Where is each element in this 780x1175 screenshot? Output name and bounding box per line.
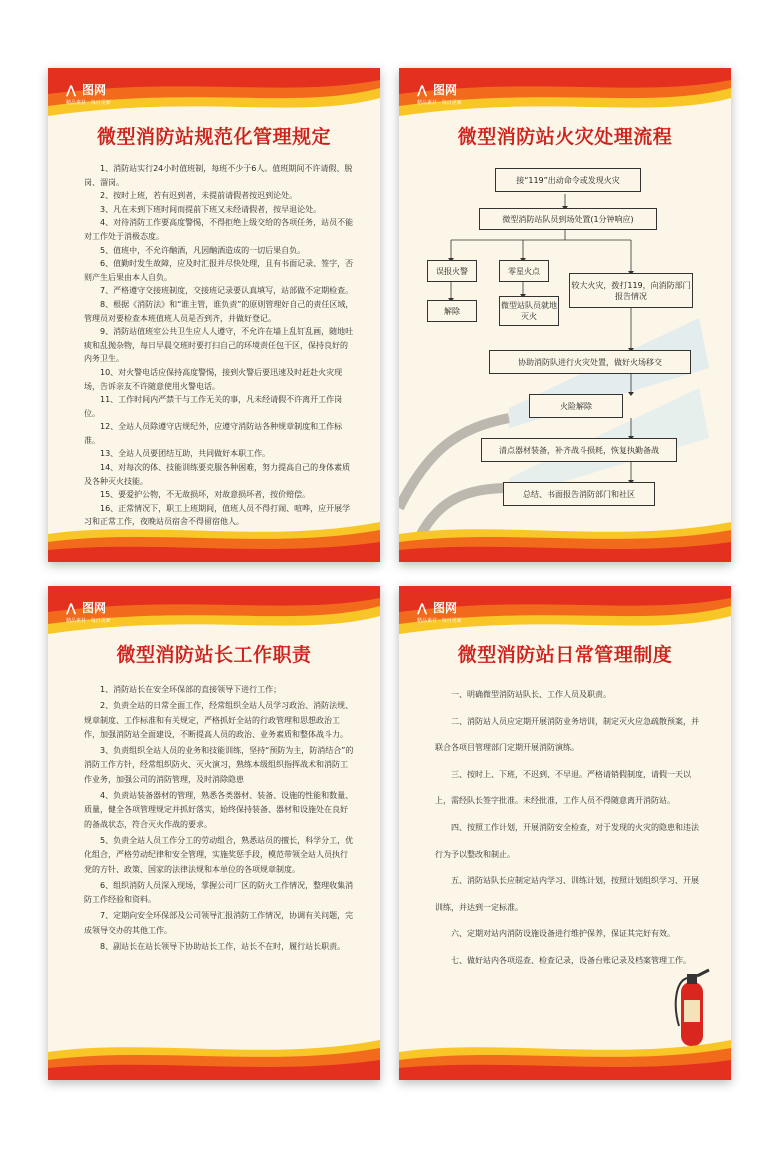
poster-title: 微型消防站长工作职责 [116,644,312,666]
poster-management-rules [48,68,380,562]
duty-item: 7、定期向安全环保部及公司领导汇报消防工作情况，协调有关问题，完成领导交办的其他工作。 [84,911,354,935]
rule-item: 13、全站人员要团结互助，共同做好本职工作。 [100,449,271,459]
daily-rule-item: 一、明确微型消防站队长、工作人员及职责。 [451,690,611,699]
brand-logo-name: 图网 [433,83,458,97]
poster-title: 微型消防站日常管理制度 [457,644,673,666]
brand-logo-icon: ⋀ [66,601,77,615]
rule-item: 12、全站人员除遵守店规纪外，应遵守消防站各种规章制度和工作标准。 [84,422,343,445]
flow-step-assist: 协助消防队进行火灾处置，做好火场移交 [489,350,691,374]
rule-item: 15、要爱护公物，不无故损坏，对故意损坏者，按价赔偿。 [100,490,311,500]
daily-rule-item: 七、做好站内各项巡查、检查记录，设备台账记录及档案管理工作。 [451,955,691,965]
flow-branch-false-alarm-clear: 解除 [427,300,477,322]
daily-rule-item: 六、定期对站内消防设施设备进行维护保养，保证其完好有效。 [451,929,675,939]
rule-item: 11、工作时间内严禁干与工作无关的事，凡未经请假不许离开工作岗位。 [84,395,343,418]
duty-item: 1、消防站长在安全环保部的直接领导下进行工作； [100,685,282,694]
brand-logo-tagline: 精品素材 · 每日更新 [417,618,462,624]
poster-title: 微型消防站规范化管理规定 [96,126,331,148]
poster-chief-duties [48,586,380,1080]
brand-logo-icon: ⋀ [417,83,428,97]
brand-logo [66,600,136,630]
poster-title: 微型消防站火灾处理流程 [457,126,673,148]
brand-logo-name: 图网 [433,601,458,615]
bottom-wave-band [48,1032,380,1080]
duty-item: 4、负责站装备器材的管理，熟悉各类器材、装备、设施的性能和数量、质量，健全各项管理规定并抓好落实，始终保持装备、器材和设施处在良好的备战状态，符合灭火作战的要求。 [84,791,354,829]
flow-step-receive-call: 接“119”出动命令或发现火灾 [495,168,641,192]
brand-logo-icon: ⋀ [417,601,428,615]
rule-item: 3、凡在未到下班时间而提前下班又未经请假者，按早退论处。 [100,204,322,214]
rule-item: 16、正常情况下，职工上班期间，值班人员不得打闹、喧哗，应开展学习和正常工作，夜晚站员宿舍不得留宿他人。 [84,503,351,527]
flow-branch-small-fire: 零星火点 [499,260,549,282]
rule-item: 8、根据《消防法》和“谁主管，谁负责”的原则管理好自己的责任区域，管理员对要检查本班值班人员是否到齐，并做好登记。 [84,299,354,323]
rule-item: 9、消防站值班室公共卫生应人人遵守，不允许在墙上乱钉乱画，随地吐痰和乱抛杂物，每日早晨交班时要打扫自己的环境责任包干区，保持良好的内务卫生。 [84,327,354,364]
flow-branch-false-alarm: 误报火警 [427,260,477,282]
rule-item: 14、对每次的体、技能训练要克服各种困难，努力提高自己的身体素质及各种灭火技能。 [84,463,351,486]
brand-logo-name: 图网 [82,83,107,97]
duty-item: 3、负责组织全站人员的业务和技能训练，坚持“预防为主，防消结合”的消防工作方针，经常组织防火、灭火演习，熟练本级组织指挥战术和消防工作业务，加强公司的消防管理，及时消除隐患 [84,746,354,784]
flow-step-arrive: 微型消防站队员到场处置(1分钟响应) [479,208,657,230]
rule-item: 10、对火警电话应保持高度警惕，接到火警后要迅速及时赶赴火灾现场，告诉亲友不许随意使用火警电话。 [84,367,343,391]
flow-step-report: 总结、书面报告消防部门和社区 [503,482,655,506]
brand-logo [417,600,487,630]
bottom-wave-band [48,514,380,562]
rule-item: 5、值班中，不允许酗酒，凡因酗酒造成的一切后果自负。 [100,245,306,255]
flow-step-restore: 清点器材装备，补齐战斗损耗，恢复执勤备战 [481,438,677,462]
brand-logo-tagline: 精品素材 · 每日更新 [66,100,111,106]
brand-logo-tagline: 精品素材 · 每日更新 [66,618,111,624]
rule-item: 7、严格遵守交接班制度，交接班记录要认真填写，站部做不定期检查。 [100,286,354,296]
duty-item: 6、组织消防人员深入现场，掌握公司厂区的防火工作情况，整理收集消防工作经验和资料。 [84,880,354,905]
brand-logo-name: 图网 [82,601,107,615]
bottom-wave-band [399,514,731,562]
daily-rule-item: 三、按时上、下班，不迟到、不早退。严格请销假制度，请假一天以上，需经队长签字批准。未经批准，工作人员不得随意离开消防站。 [435,769,691,806]
rules-text [84,162,354,529]
daily-rule-item: 四、按照工作计划，开展消防安全检查，对于发现的火灾的隐患和违法行为予以整改和制止。 [435,822,699,859]
daily-rules-text [435,682,703,975]
duty-item: 8、副站长在站长领导下协助站长工作，站长不在时，履行站长职责。 [100,942,346,952]
rule-item: 6、值勤时发生故障，应及时汇报并尽快处理，且有书面记录、签字，否则产生后果由本人自负。 [84,259,354,282]
flow-branch-small-fire-extinguish: 微型站队员就地灭火 [499,296,559,326]
daily-rule-item: 五、消防站队长应制定站内学习、训练计划，按照计划组织学习、开展训练，并达到一定标准。 [435,876,699,912]
duties-text [84,683,354,956]
brand-logo-tagline: 精品素材 · 每日更新 [417,100,462,106]
brand-logo-icon: ⋀ [66,83,77,97]
brand-logo [66,82,136,112]
bottom-wave-band [399,1032,731,1080]
flow-branch-large-fire: 较大火灾，拨打119，向消防部门报告情况 [569,273,693,308]
duty-item: 5、负责全站人员工作分工的劳动组合，熟悉站员的擅长，科学分工，优化组合，严格劳动纪律和安全管理，实施奖惩手段，模范带领全站人员执行党的方针、政策、国家的法律法规和本单位的各项规章制度。 [84,835,354,874]
flowchart [399,68,731,562]
rule-item: 4、对待消防工作要高度警惕，不得拒绝上级交给的各项任务，站员不能对工作处于消极态度。 [84,218,354,241]
poster-daily-management [399,586,731,1080]
flow-step-cleared: 火险解除 [529,394,623,418]
poster-fire-process [399,68,731,562]
daily-rule-item: 二、消防站人员应定期开展消防业务培训，制定灭火应急疏散预案，并联合各项目管理部门定期开展消防演练。 [435,716,699,753]
duty-item: 2、负责全站的日常全面工作，经常组织全站人员学习政治、消防法规、规章制度、工作标准和有关规定，严格抓好全站的行政管理和思想政治工作，加强消防站全面建设，不断提高人员的政治、业务素质和整体战斗力。 [84,701,354,739]
rule-item: 2、按时上班，若有迟到者，未提前请假者按迟到论处。 [100,191,298,201]
rule-item: 1、消防站实行24小时值班制，每班不少于6人。值班期间不许请假、脱岗、溜岗。 [84,164,353,187]
